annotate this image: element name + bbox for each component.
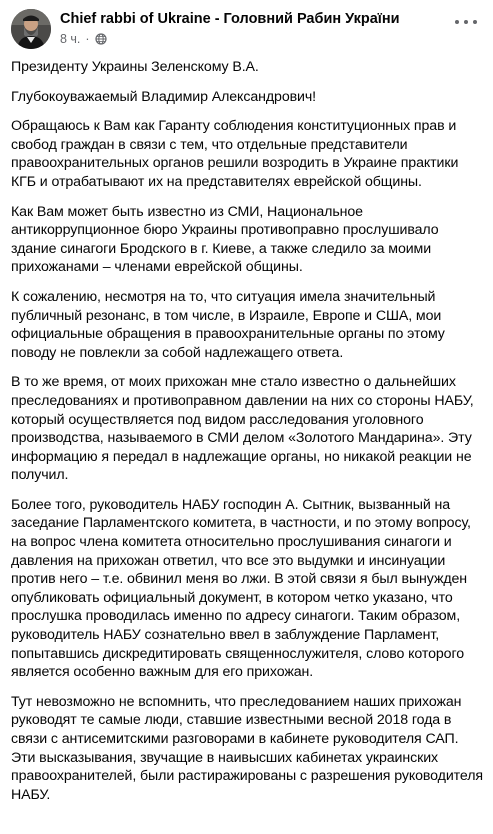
avatar-photo: [11, 9, 51, 49]
author-name-link[interactable]: Chief rabbi of Ukraine - Головний Рабин України: [60, 11, 400, 27]
more-options-icon: [455, 20, 459, 24]
globe-icon[interactable]: [95, 33, 107, 45]
post-timestamp[interactable]: 8 ч.: [60, 32, 81, 46]
more-options-button[interactable]: [455, 15, 477, 29]
post-paragraph: Глубокоуважаемый Владимир Александрович!: [11, 88, 317, 105]
post-paragraph: В то же время, от моих прихожан мне стало известно о дальнейших преследованиях и противоправном давлении на них со стороны НАБУ, который осуществляется под видом расследования уголовного производства, называемого в СМИ делом «Золотого Мандарина». Эту информацию я передал в надлежащие органы, но никакой реакции не получил.: [11, 374, 474, 484]
post-paragraph: Обращаюсь к Вам как Гаранту соблюдения конституционных прав и свобод граждан в связи с тем, что отдельные представители правоохранительных органов решили возродить в Украине практики КГБ и отрабатывают их на представителях еврейской общины.: [11, 118, 459, 190]
post-paragraph: Более того, руководитель НАБУ господин А. Сытник, вызванный на заседание Парламентского комитета, в частности, и по этому вопросу, на вопрос члена комитета относительно прослушивания синагоги и давления на прихожан ответил, что все это выдумки и инсинуации против него – т.е. обвинил меня во лжи. В этой связи я был вынужден опубликовать официальный документ, в котором четко указано, что прослушка проводилась именно по адресу синагоги. Таким образом, руководитель НАБУ сознательно ввел в заблуждение Парламент, попытавшись дискредитировать священнослужителя, слово которого является особенно важным для его прихожан.: [11, 496, 471, 681]
post-paragraph: К сожалению, несмотря на то, что ситуация имела значительный публичный резонанс, в том числе, в Израиле, Европе и США, мои официальные обращения в правоохранительные органы по этому поводу не повлекли за собой надлежащего ответа.: [11, 288, 445, 361]
post-text: [11, 58, 483, 815]
more-options-icon-dot: [464, 20, 468, 24]
post-paragraph: Как Вам может быть известно из СМИ, Национальное антикоррупционное бюро Украины противоправно прослушивало здание синагоги Бродского в г. Киеве, а также следило за моими прихожанами – членами еврейской общины.: [11, 203, 439, 276]
post-paragraph: Президенту Украины Зеленскому В.А.: [11, 59, 259, 75]
avatar[interactable]: [11, 9, 51, 49]
post-meta: [60, 31, 107, 47]
more-options-icon-dot: [473, 20, 477, 24]
post-header: [11, 9, 483, 51]
meta-separator: ·: [85, 32, 90, 46]
post-paragraph: Тут невозможно не вспомнить, что преследованием наших прихожан руководят те самые люди, ставшие известными весной 2018 года в связи с антисемитскими разговорами в кабинете руководителя САП. Эти высказывания, звучащие в наивысших кабинетах украинских правоохранителей, были растиражированы с разрешения руководителя НАБУ.: [11, 693, 483, 803]
